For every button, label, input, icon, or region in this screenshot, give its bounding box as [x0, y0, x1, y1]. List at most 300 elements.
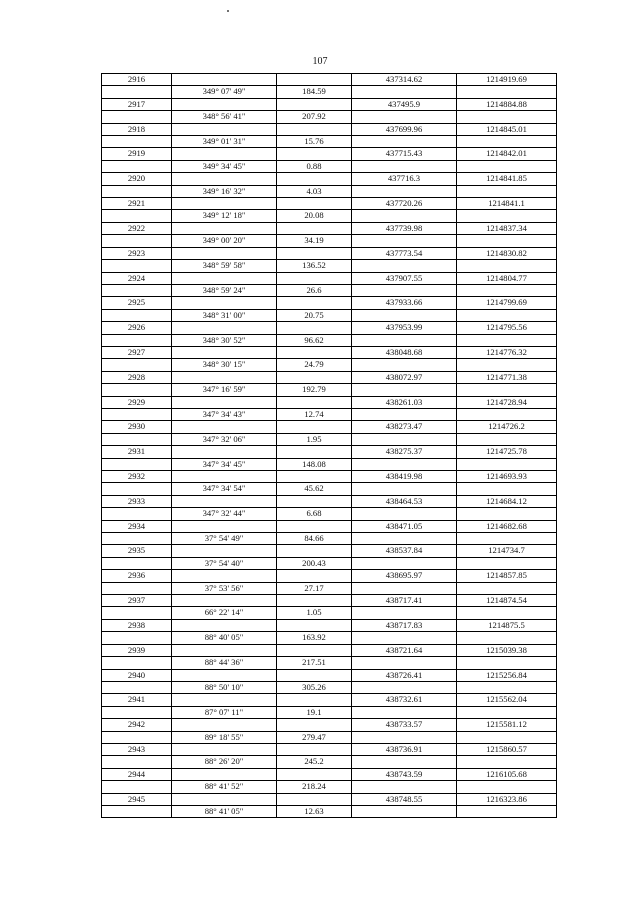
easting-cell	[457, 160, 557, 172]
northing-cell: 438717.83	[352, 619, 457, 631]
bearing-cell: 37° 54' 49"	[172, 533, 277, 545]
easting-cell	[457, 185, 557, 197]
northing-cell: 437314.62	[352, 74, 457, 86]
bearing-cell	[172, 272, 277, 284]
distance-cell	[277, 669, 352, 681]
segment-row	[102, 408, 557, 420]
easting-cell: 1214728.94	[457, 396, 557, 408]
bearing-cell	[172, 396, 277, 408]
bearing-cell: 347° 34' 54"	[172, 483, 277, 495]
segment-row	[102, 384, 557, 396]
bearing-cell: 88° 40' 05"	[172, 632, 277, 644]
bearing-cell	[172, 173, 277, 185]
bearing-cell	[172, 495, 277, 507]
easting-cell: 1214804.77	[457, 272, 557, 284]
northing-cell	[352, 260, 457, 272]
bearing-cell	[172, 520, 277, 532]
bearing-cell: 348° 30' 52"	[172, 334, 277, 346]
easting-cell: 1215562.04	[457, 694, 557, 706]
northing-cell: 438721.64	[352, 644, 457, 656]
bearing-cell: 348° 59' 58"	[172, 260, 277, 272]
distance-cell: 19.1	[277, 706, 352, 718]
point-id-cell: 2945	[102, 793, 172, 805]
point-id-cell: 2940	[102, 669, 172, 681]
distance-cell: 245.2	[277, 756, 352, 768]
distance-cell	[277, 123, 352, 135]
point-id-cell: 2928	[102, 371, 172, 383]
distance-cell: 4.03	[277, 185, 352, 197]
point-id-cell	[102, 458, 172, 470]
point-row	[102, 446, 557, 458]
point-id-cell	[102, 210, 172, 222]
distance-cell: 136.52	[277, 260, 352, 272]
northing-cell: 438275.37	[352, 446, 457, 458]
easting-cell	[457, 483, 557, 495]
northing-cell	[352, 235, 457, 247]
point-id-cell: 2930	[102, 421, 172, 433]
point-id-cell: 2944	[102, 768, 172, 780]
segment-row	[102, 681, 557, 693]
point-id-cell	[102, 706, 172, 718]
northing-cell: 438273.47	[352, 421, 457, 433]
point-id-cell	[102, 781, 172, 793]
easting-cell: 1214845.01	[457, 123, 557, 135]
northing-cell	[352, 458, 457, 470]
point-id-cell	[102, 284, 172, 296]
point-id-cell: 2935	[102, 545, 172, 557]
easting-cell: 1214693.93	[457, 471, 557, 483]
segment-row	[102, 805, 557, 817]
page-number: 107	[312, 56, 328, 67]
distance-cell	[277, 595, 352, 607]
point-id-cell: 2917	[102, 98, 172, 110]
northing-cell	[352, 607, 457, 619]
bearing-cell: 88° 44' 36"	[172, 657, 277, 669]
easting-cell: 1214830.82	[457, 247, 557, 259]
northing-cell: 437699.96	[352, 123, 457, 135]
northing-cell: 438419.98	[352, 471, 457, 483]
easting-cell: 1214837.34	[457, 222, 557, 234]
segment-row	[102, 86, 557, 98]
point-id-cell: 2916	[102, 74, 172, 86]
segment-row	[102, 334, 557, 346]
distance-cell	[277, 247, 352, 259]
point-id-cell	[102, 86, 172, 98]
northing-cell	[352, 284, 457, 296]
point-id-cell: 2932	[102, 471, 172, 483]
distance-cell: 1.95	[277, 433, 352, 445]
distance-cell: 6.68	[277, 508, 352, 520]
point-id-cell: 2920	[102, 173, 172, 185]
point-id-cell: 2937	[102, 595, 172, 607]
bearing-cell	[172, 545, 277, 557]
point-id-cell: 2934	[102, 520, 172, 532]
northing-cell	[352, 483, 457, 495]
northing-cell: 438743.59	[352, 768, 457, 780]
segment-row	[102, 706, 557, 718]
point-id-cell: 2925	[102, 297, 172, 309]
survey-coordinates-table	[101, 73, 557, 818]
point-row	[102, 247, 557, 259]
easting-cell	[457, 235, 557, 247]
point-row	[102, 768, 557, 780]
point-id-cell	[102, 334, 172, 346]
point-id-cell	[102, 185, 172, 197]
point-row	[102, 322, 557, 334]
northing-cell: 437907.55	[352, 272, 457, 284]
point-id-cell: 2921	[102, 198, 172, 210]
point-row	[102, 793, 557, 805]
northing-cell: 438732.61	[352, 694, 457, 706]
point-id-cell: 2926	[102, 322, 172, 334]
distance-cell: 148.08	[277, 458, 352, 470]
distance-cell	[277, 346, 352, 358]
segment-row	[102, 607, 557, 619]
point-id-cell: 2941	[102, 694, 172, 706]
northing-cell	[352, 111, 457, 123]
bearing-cell: 88° 41' 05"	[172, 805, 277, 817]
northing-cell	[352, 632, 457, 644]
distance-cell	[277, 198, 352, 210]
easting-cell	[457, 781, 557, 793]
segment-row	[102, 458, 557, 470]
point-id-cell	[102, 136, 172, 148]
easting-cell: 1214799.69	[457, 297, 557, 309]
bearing-cell: 349° 16' 32"	[172, 185, 277, 197]
northing-cell	[352, 756, 457, 768]
easting-cell: 1214682.68	[457, 520, 557, 532]
point-id-cell: 2933	[102, 495, 172, 507]
easting-cell	[457, 136, 557, 148]
point-row	[102, 173, 557, 185]
segment-row	[102, 111, 557, 123]
northing-cell: 437953.99	[352, 322, 457, 334]
northing-cell: 438048.68	[352, 346, 457, 358]
bearing-cell: 349° 12' 18"	[172, 210, 277, 222]
easting-cell	[457, 359, 557, 371]
bearing-cell	[172, 322, 277, 334]
point-id-cell: 2924	[102, 272, 172, 284]
northing-cell: 438733.57	[352, 719, 457, 731]
point-row	[102, 123, 557, 135]
distance-cell: 20.75	[277, 309, 352, 321]
segment-row	[102, 508, 557, 520]
point-row	[102, 346, 557, 358]
easting-cell: 1216323.86	[457, 793, 557, 805]
point-row	[102, 396, 557, 408]
point-id-cell	[102, 557, 172, 569]
easting-cell: 1214884.88	[457, 98, 557, 110]
distance-cell	[277, 396, 352, 408]
northing-cell: 437739.98	[352, 222, 457, 234]
point-id-cell	[102, 508, 172, 520]
segment-row	[102, 731, 557, 743]
distance-cell: 20.08	[277, 210, 352, 222]
point-id-cell: 2939	[102, 644, 172, 656]
segment-row	[102, 582, 557, 594]
distance-cell: 192.79	[277, 384, 352, 396]
point-row	[102, 644, 557, 656]
distance-cell: 200.43	[277, 557, 352, 569]
segment-row	[102, 185, 557, 197]
segment-row	[102, 632, 557, 644]
bearing-cell: 88° 41' 52"	[172, 781, 277, 793]
segment-row	[102, 483, 557, 495]
point-row	[102, 619, 557, 631]
easting-cell	[457, 111, 557, 123]
point-id-cell	[102, 359, 172, 371]
bearing-cell: 349° 07' 49"	[172, 86, 277, 98]
segment-row	[102, 359, 557, 371]
easting-cell: 1214841.1	[457, 198, 557, 210]
easting-cell	[457, 706, 557, 718]
easting-cell: 1214842.01	[457, 148, 557, 160]
bearing-cell	[172, 371, 277, 383]
bearing-cell	[172, 595, 277, 607]
point-id-cell: 2943	[102, 743, 172, 755]
point-id-cell: 2918	[102, 123, 172, 135]
easting-cell	[457, 582, 557, 594]
easting-cell	[457, 384, 557, 396]
bearing-cell	[172, 619, 277, 631]
segment-row	[102, 657, 557, 669]
point-id-cell	[102, 533, 172, 545]
northing-cell	[352, 136, 457, 148]
segment-row	[102, 235, 557, 247]
easting-cell	[457, 508, 557, 520]
bearing-cell	[172, 74, 277, 86]
point-id-cell: 2942	[102, 719, 172, 731]
distance-cell: 27.17	[277, 582, 352, 594]
distance-cell	[277, 694, 352, 706]
bearing-cell	[172, 471, 277, 483]
point-row	[102, 98, 557, 110]
bearing-cell	[172, 793, 277, 805]
bearing-cell	[172, 421, 277, 433]
point-row	[102, 371, 557, 383]
point-row	[102, 669, 557, 681]
point-id-cell	[102, 731, 172, 743]
easting-cell: 1216105.68	[457, 768, 557, 780]
point-id-cell	[102, 111, 172, 123]
northing-cell	[352, 557, 457, 569]
distance-cell: 207.92	[277, 111, 352, 123]
distance-cell	[277, 371, 352, 383]
point-id-cell	[102, 384, 172, 396]
distance-cell: 163.92	[277, 632, 352, 644]
bearing-cell: 348° 59' 24"	[172, 284, 277, 296]
northing-cell	[352, 657, 457, 669]
speck-mark	[227, 10, 229, 12]
bearing-cell	[172, 570, 277, 582]
point-row	[102, 595, 557, 607]
easting-cell: 1214776.32	[457, 346, 557, 358]
northing-cell	[352, 582, 457, 594]
northing-cell	[352, 706, 457, 718]
bearing-cell: 88° 50' 10"	[172, 681, 277, 693]
segment-row	[102, 781, 557, 793]
bearing-cell: 347° 34' 43"	[172, 408, 277, 420]
easting-cell	[457, 607, 557, 619]
bearing-cell: 66° 22' 14"	[172, 607, 277, 619]
point-row	[102, 198, 557, 210]
easting-cell	[457, 557, 557, 569]
segment-row	[102, 284, 557, 296]
northing-cell: 438537.84	[352, 545, 457, 557]
distance-cell: 218.24	[277, 781, 352, 793]
northing-cell	[352, 781, 457, 793]
point-id-cell	[102, 309, 172, 321]
northing-cell	[352, 185, 457, 197]
distance-cell: 24.79	[277, 359, 352, 371]
distance-cell	[277, 793, 352, 805]
bearing-cell: 349° 34' 45"	[172, 160, 277, 172]
easting-cell	[457, 632, 557, 644]
point-row	[102, 694, 557, 706]
northing-cell	[352, 508, 457, 520]
bearing-cell	[172, 123, 277, 135]
bearing-cell	[172, 98, 277, 110]
easting-cell: 1215256.84	[457, 669, 557, 681]
segment-row	[102, 756, 557, 768]
northing-cell: 437495.9	[352, 98, 457, 110]
easting-cell: 1215039.38	[457, 644, 557, 656]
point-id-cell: 2931	[102, 446, 172, 458]
point-row	[102, 421, 557, 433]
northing-cell	[352, 805, 457, 817]
segment-row	[102, 210, 557, 222]
northing-cell: 438072.97	[352, 371, 457, 383]
point-id-cell: 2919	[102, 148, 172, 160]
bearing-cell: 37° 53' 56"	[172, 582, 277, 594]
distance-cell: 184.59	[277, 86, 352, 98]
distance-cell: 12.74	[277, 408, 352, 420]
point-id-cell	[102, 582, 172, 594]
northing-cell: 438471.05	[352, 520, 457, 532]
point-id-cell: 2938	[102, 619, 172, 631]
easting-cell: 1214726.2	[457, 421, 557, 433]
point-row	[102, 719, 557, 731]
easting-cell	[457, 433, 557, 445]
northing-cell	[352, 433, 457, 445]
distance-cell: 84.66	[277, 533, 352, 545]
distance-cell	[277, 743, 352, 755]
bearing-cell	[172, 719, 277, 731]
point-row	[102, 272, 557, 284]
point-id-cell	[102, 433, 172, 445]
bearing-cell: 89° 18' 55"	[172, 731, 277, 743]
easting-cell	[457, 533, 557, 545]
distance-cell: 34.19	[277, 235, 352, 247]
point-row	[102, 570, 557, 582]
easting-cell: 1214875.5	[457, 619, 557, 631]
easting-cell	[457, 731, 557, 743]
easting-cell: 1214857.85	[457, 570, 557, 582]
bearing-cell: 348° 56' 41"	[172, 111, 277, 123]
bearing-cell: 347° 16' 59"	[172, 384, 277, 396]
point-id-cell: 2922	[102, 222, 172, 234]
distance-cell	[277, 272, 352, 284]
bearing-cell	[172, 694, 277, 706]
easting-cell: 1214771.38	[457, 371, 557, 383]
northing-cell	[352, 160, 457, 172]
point-id-cell: 2936	[102, 570, 172, 582]
point-id-cell	[102, 657, 172, 669]
easting-cell: 1214795.56	[457, 322, 557, 334]
bearing-cell: 349° 01' 31"	[172, 136, 277, 148]
easting-cell	[457, 86, 557, 98]
point-row	[102, 545, 557, 557]
point-row	[102, 471, 557, 483]
bearing-cell: 348° 31' 00"	[172, 309, 277, 321]
distance-cell	[277, 297, 352, 309]
point-row	[102, 74, 557, 86]
northing-cell: 438261.03	[352, 396, 457, 408]
bearing-cell	[172, 247, 277, 259]
point-id-cell	[102, 260, 172, 272]
easting-cell: 1214725.78	[457, 446, 557, 458]
point-id-cell	[102, 607, 172, 619]
point-row	[102, 495, 557, 507]
easting-cell	[457, 210, 557, 222]
bearing-cell: 348° 30' 15"	[172, 359, 277, 371]
easting-cell	[457, 309, 557, 321]
distance-cell	[277, 421, 352, 433]
northing-cell	[352, 210, 457, 222]
easting-cell: 1214841.85	[457, 173, 557, 185]
segment-row	[102, 136, 557, 148]
northing-cell: 438748.55	[352, 793, 457, 805]
distance-cell	[277, 644, 352, 656]
northing-cell: 438464.53	[352, 495, 457, 507]
point-id-cell	[102, 805, 172, 817]
bearing-cell	[172, 743, 277, 755]
point-id-cell	[102, 681, 172, 693]
northing-cell: 437720.26	[352, 198, 457, 210]
distance-cell	[277, 520, 352, 532]
distance-cell	[277, 570, 352, 582]
northing-cell	[352, 533, 457, 545]
distance-cell: 15.76	[277, 136, 352, 148]
easting-cell	[457, 805, 557, 817]
point-row	[102, 148, 557, 160]
point-row	[102, 520, 557, 532]
distance-cell: 45.62	[277, 483, 352, 495]
distance-cell	[277, 446, 352, 458]
easting-cell	[457, 408, 557, 420]
bearing-cell: 347° 32' 44"	[172, 508, 277, 520]
point-id-cell	[102, 160, 172, 172]
northing-cell	[352, 681, 457, 693]
bearing-cell: 347° 34' 45"	[172, 458, 277, 470]
northing-cell	[352, 359, 457, 371]
distance-cell	[277, 98, 352, 110]
easting-cell	[457, 260, 557, 272]
distance-cell: 0.88	[277, 160, 352, 172]
distance-cell: 279.47	[277, 731, 352, 743]
easting-cell	[457, 458, 557, 470]
segment-row	[102, 533, 557, 545]
bearing-cell	[172, 148, 277, 160]
easting-cell: 1214919.69	[457, 74, 557, 86]
northing-cell	[352, 86, 457, 98]
distance-cell	[277, 74, 352, 86]
northing-cell	[352, 384, 457, 396]
distance-cell	[277, 619, 352, 631]
northing-cell	[352, 334, 457, 346]
distance-cell	[277, 148, 352, 160]
distance-cell: 217.51	[277, 657, 352, 669]
